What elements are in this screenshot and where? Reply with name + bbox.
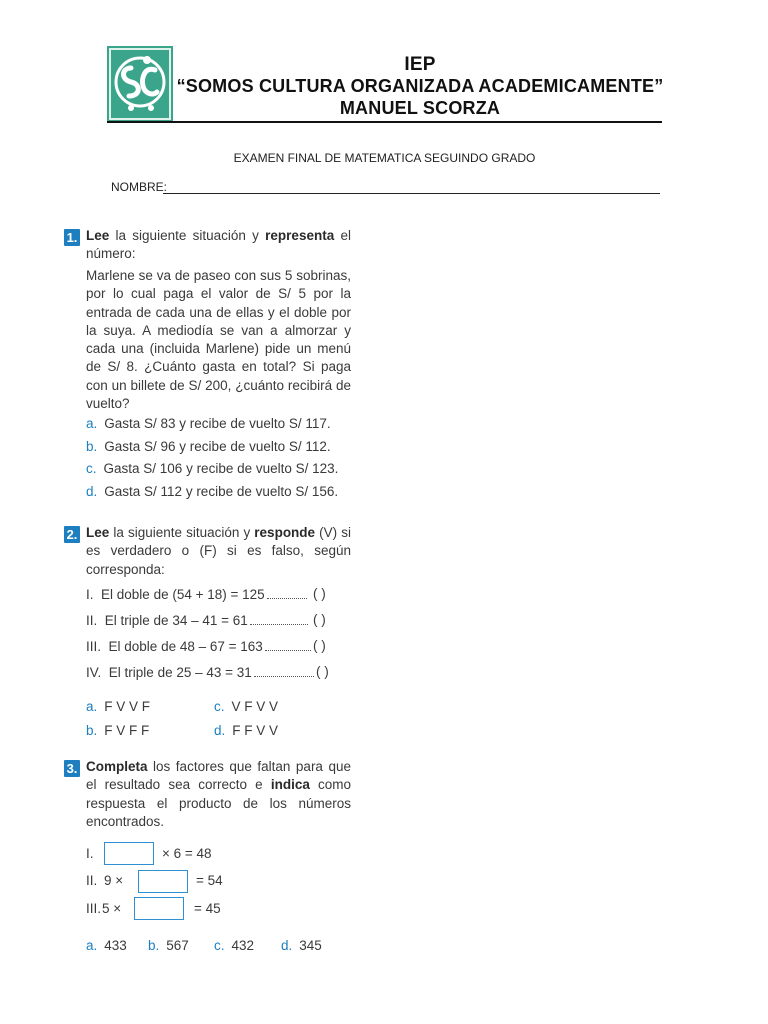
- q2-instruction-verb: Lee: [86, 525, 110, 540]
- q1-instruction-verb: Lee: [86, 228, 110, 243]
- name-label: NOMBRE:: [111, 180, 168, 194]
- q2-answer-1[interactable]: ( ): [313, 586, 326, 601]
- option-letter: b.: [86, 439, 98, 454]
- q2-option-a[interactable]: [86, 699, 150, 714]
- q2-statement-4: [86, 664, 316, 680]
- option-letter: b.: [86, 723, 98, 738]
- statement-number: II.: [86, 613, 98, 628]
- option-text: Gasta S/ 83 y recibe de vuelto S/ 117.: [104, 416, 331, 431]
- q2-number-badge: 2.: [64, 526, 80, 543]
- q2-answer-4[interactable]: ( ): [316, 664, 329, 679]
- statement-text: El triple de 34 – 41 = 61: [104, 613, 248, 628]
- dotted-leader: [267, 586, 307, 599]
- q3-option-d[interactable]: [281, 938, 322, 953]
- q3-item-2-expression: = 54: [196, 873, 223, 888]
- q2-statement-3: [86, 638, 313, 654]
- q1-instruction-end: el número:: [86, 228, 351, 262]
- statement-number: IV.: [86, 665, 102, 680]
- q2-instruction-end: (V) si es verdadero o (F) si es falso, según corresponda:: [86, 525, 351, 577]
- option-text: Gasta S/ 106 y recibe de vuelto S/ 123.: [103, 461, 339, 476]
- option-letter: c.: [214, 938, 225, 953]
- q1-number-badge: 1.: [64, 229, 80, 246]
- q2-instruction: [86, 524, 351, 579]
- q3-option-c[interactable]: [214, 938, 254, 953]
- q2-option-b[interactable]: [86, 723, 149, 738]
- q3-number-badge: 3.: [64, 760, 80, 777]
- option-text: 345: [299, 938, 322, 953]
- option-text: F V V F: [104, 699, 151, 714]
- dotted-leader: [254, 664, 314, 677]
- dotted-leader: [265, 638, 311, 651]
- option-text: F V F F: [104, 723, 150, 738]
- option-text: 432: [231, 938, 255, 953]
- q3-item-3-prefix: 5 ×: [102, 901, 122, 916]
- q2-option-c[interactable]: [214, 699, 278, 714]
- name-field[interactable]: [163, 193, 660, 194]
- q3-item-3-expression: = 45: [194, 901, 221, 916]
- option-text: Gasta S/ 112 y recibe de vuelto S/ 156.: [104, 484, 339, 499]
- statement-number: III.: [86, 639, 102, 654]
- q3-item-3-blank[interactable]: [134, 897, 184, 920]
- dotted-leader: [250, 612, 308, 625]
- q3-item-2-blank[interactable]: [138, 870, 188, 893]
- q2-instruction-verb2: responde: [254, 525, 316, 540]
- q3-instruction-verb: Completa: [86, 759, 148, 774]
- option-letter: a.: [86, 699, 98, 714]
- q1-instruction: [86, 227, 351, 264]
- q1-instruction-verb2: representa: [265, 228, 335, 243]
- option-letter: c.: [214, 699, 225, 714]
- q3-item-3-number: III.: [86, 901, 102, 916]
- q3-item-1-number: I.: [86, 846, 94, 861]
- q3-item-2-prefix: 9 ×: [104, 873, 124, 888]
- q2-statement-1: [86, 586, 309, 602]
- exam-title: EXAMEN FINAL DE MATEMATICA SEGUINDO GRADO: [233, 151, 536, 165]
- q2-instruction-text: la siguiente situación y: [109, 525, 255, 540]
- q2-answer-3[interactable]: ( ): [313, 638, 326, 653]
- option-letter: d.: [214, 723, 226, 738]
- option-text: 567: [166, 938, 189, 953]
- q1-problem-text: Marlene se va de paseo con sus 5 sobrinas, por lo cual paga el valor de S/ 5 por la entrada de cada una de ellas y el doble por la suya. A mediodía se van a almorzar y cada una (incluida Marlene) pide un menú de S/ 8. ¿Cuánto gasta en total? Si paga con un billete de S/ 200, ¿cuánto recibirá de vuelto?: [86, 268, 351, 412]
- header-school-subname: MANUEL SCORZA: [339, 98, 501, 118]
- option-text: 433: [104, 938, 127, 953]
- q2-statement-2: [86, 612, 310, 628]
- q3-instruction-verb2: indica: [270, 777, 310, 793]
- option-text: V F V V: [231, 699, 279, 714]
- header-school-name: “SOMOS CULTURA ORGANIZADA ACADEMICAMENTE”: [176, 76, 664, 96]
- header-divider: [107, 121, 662, 123]
- option-letter: b.: [148, 938, 160, 953]
- q3-instruction-end: como respuesta el producto de los números encontrados.: [86, 777, 352, 829]
- q2-option-d[interactable]: [214, 723, 278, 738]
- q1-option-d[interactable]: [86, 484, 338, 499]
- q3-option-a[interactable]: [86, 938, 127, 953]
- option-letter: d.: [86, 484, 98, 499]
- statement-number: I.: [86, 587, 94, 602]
- statement-text: El doble de 48 – 67 = 163: [108, 639, 263, 654]
- q3-option-b[interactable]: [148, 938, 189, 953]
- q1-option-b[interactable]: [86, 439, 331, 454]
- option-letter: a.: [86, 416, 98, 431]
- school-logo: [107, 46, 173, 122]
- option-text: F F V V: [232, 723, 279, 738]
- header-iep: IEP: [404, 54, 436, 75]
- q1-option-a[interactable]: [86, 416, 331, 431]
- q1-option-c[interactable]: [86, 461, 338, 476]
- q1-instruction-text: la siguiente situación y: [109, 228, 266, 243]
- q3-instruction: [86, 758, 351, 831]
- option-text: Gasta S/ 96 y recibe de vuelto S/ 112.: [104, 439, 331, 454]
- statement-text: El doble de (54 + 18) = 125: [101, 587, 265, 602]
- q3-item-1-blank[interactable]: [104, 842, 154, 865]
- q3-item-1-expression: × 6 = 48: [162, 846, 212, 861]
- q2-answer-2[interactable]: ( ): [313, 612, 326, 627]
- option-letter: a.: [86, 938, 98, 953]
- statement-text: El triple de 25 – 43 = 31: [108, 665, 252, 680]
- q3-instruction-text: los factores que faltan para que el resultado sea correcto e: [86, 759, 351, 793]
- q3-item-2-number: II.: [86, 873, 98, 888]
- option-letter: d.: [281, 938, 293, 953]
- option-letter: c.: [86, 461, 97, 476]
